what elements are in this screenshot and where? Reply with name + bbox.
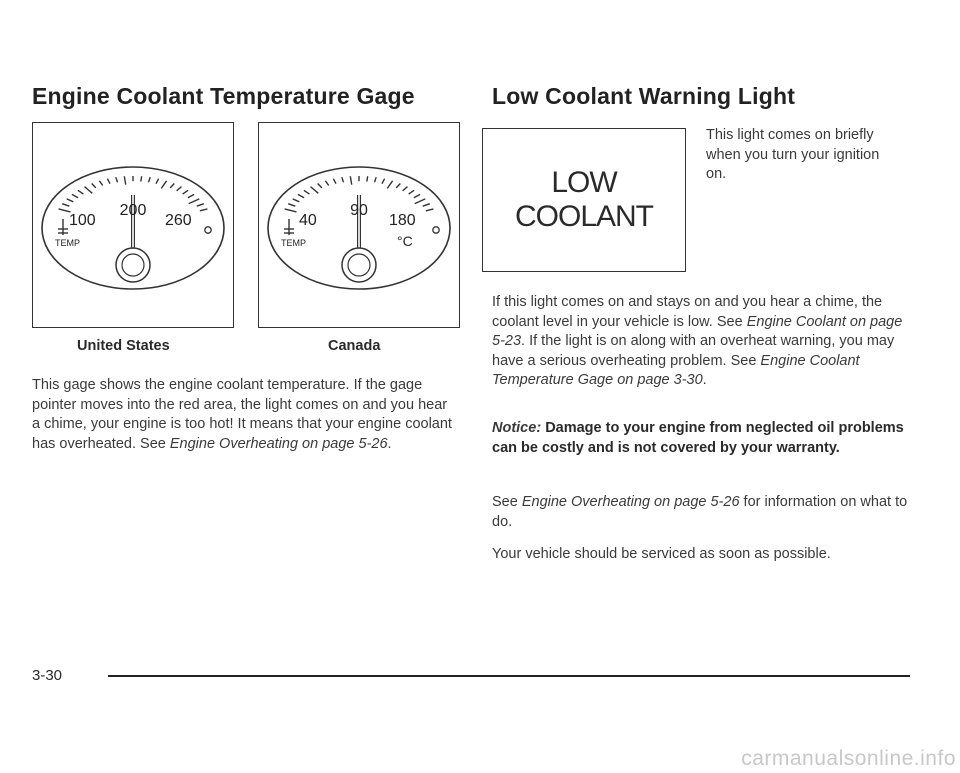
gage-description: This gage shows the engine coolant temperature. If the gage pointer moves into the red area, the light comes on and you hear a chime, your engine is too hot! It means that your engine coolant has overheated. See Engine Overheating on page 5-26. [32,377,452,452]
gauge-tick [124,176,125,184]
gauge-tick [183,190,189,194]
gauge-tick [298,194,304,197]
gauge-tick [325,181,328,186]
gauge-tick [304,190,310,194]
warning-text-line2: COOLANT [514,200,654,233]
pointer-stop-icon [433,227,439,233]
gauge-tick [85,187,93,194]
gauge-tick [396,184,400,188]
gauge-tick [367,176,368,181]
gauge-mid-value: 90 [350,202,368,219]
temperature-gauge-canada [259,123,459,327]
gauge-temp-label: TEMP [55,238,81,248]
gauge-caption-us: United States [77,338,170,354]
gauge-tick [293,199,300,202]
gauge-tick [156,179,159,184]
gauge-tick [311,187,319,194]
gauge-tick [92,184,96,188]
gauge-tick [62,204,69,207]
gauge-tick [189,199,200,204]
gauge-tick [288,204,295,207]
gauge-tick [333,179,336,184]
gauge-tick [99,181,102,186]
gauge-tick [350,176,351,184]
footer-rule [108,675,910,677]
gauge-caption-canada: Canada [328,338,381,354]
page-number: 3-30 [32,667,63,684]
gauge-tick [107,179,110,184]
gauge-figure-us [32,122,234,328]
gauge-tick [197,204,204,207]
gauge-tick [403,187,408,191]
gauge-tick [149,177,151,182]
gauge-tick [426,209,434,211]
warning-section-title: Low Coolant Warning Light [492,83,796,109]
gauge-tick [170,184,174,188]
gauge-tick [375,177,377,182]
gauge-high-value: 180 [389,212,416,229]
gauge-tick [161,181,166,189]
gauge-tick [318,184,322,188]
gauge-tick [414,194,420,197]
temperature-gauge-us [33,123,233,327]
gauge-tick [72,194,78,197]
gauge-tick [423,204,430,207]
gauge-tick [342,177,344,182]
gauge-tick [78,190,84,194]
service-advice: Your vehicle should be serviced as soon as possible. [492,546,831,562]
notice-block [492,418,910,458]
gauge-tick [409,190,415,194]
gauge-mid-value: 200 [119,202,147,219]
warning-text-line1: LOW [551,166,617,199]
gauge-temp-label: TEMP [281,238,307,248]
light-intro: This light comes on briefly when you turn your ignition on. [706,127,880,182]
gauge-tick [67,199,74,202]
watermark: carmanualsonline.info [741,747,956,770]
low-coolant-light [482,128,686,272]
notice-label: Notice: [492,420,542,436]
link-engine-overheating-2[interactable]: Engine Overheating on page 5-26 [521,494,740,510]
gauge-tick [387,181,392,189]
see-overheating: See Engine Overheating on page 5-26 for information on what to do. [492,494,908,530]
gauge-tick [415,199,426,204]
gauge-tick [285,209,297,212]
gauge-low-value: 40 [299,212,317,229]
pointer-stop-icon [205,227,211,233]
link-engine-overheating[interactable]: Engine Overheating on page 5-26 [169,435,388,452]
light-description: If this light comes on and stays on and you hear a chime, the coolant level in your vehicle is low. See Engine Coolant on page 5-23. If the light is on along with an overheat warning, you may have a serious overheating problem. See Engine Coolant Temperature Gage on page 3-30. [492,294,903,388]
gauge-tick [141,176,142,181]
thermometer-icon [284,219,294,235]
gauge-tick [116,177,118,182]
gauge-tick [188,194,194,197]
gauge-unit-label: °C [397,233,413,249]
link-engine-coolant[interactable]: Engine Coolant on page 5-23 [492,313,903,349]
gauge-tick [382,179,385,184]
gauge-low-value: 100 [69,212,96,229]
thermometer-icon [58,219,68,235]
gauge-figure-canada [258,122,460,328]
gauge-tick [177,187,182,191]
gauge-tick [200,209,208,211]
gauge-high-value: 260 [165,212,192,229]
notice-text: Damage to your engine from neglected oil problems can be costly and is not covered by your warranty. [492,420,904,456]
link-coolant-gage[interactable]: Engine Coolant Temperature Gage on page 3-30 [492,352,860,388]
gage-section-title: Engine Coolant Temperature Gage [32,83,415,109]
